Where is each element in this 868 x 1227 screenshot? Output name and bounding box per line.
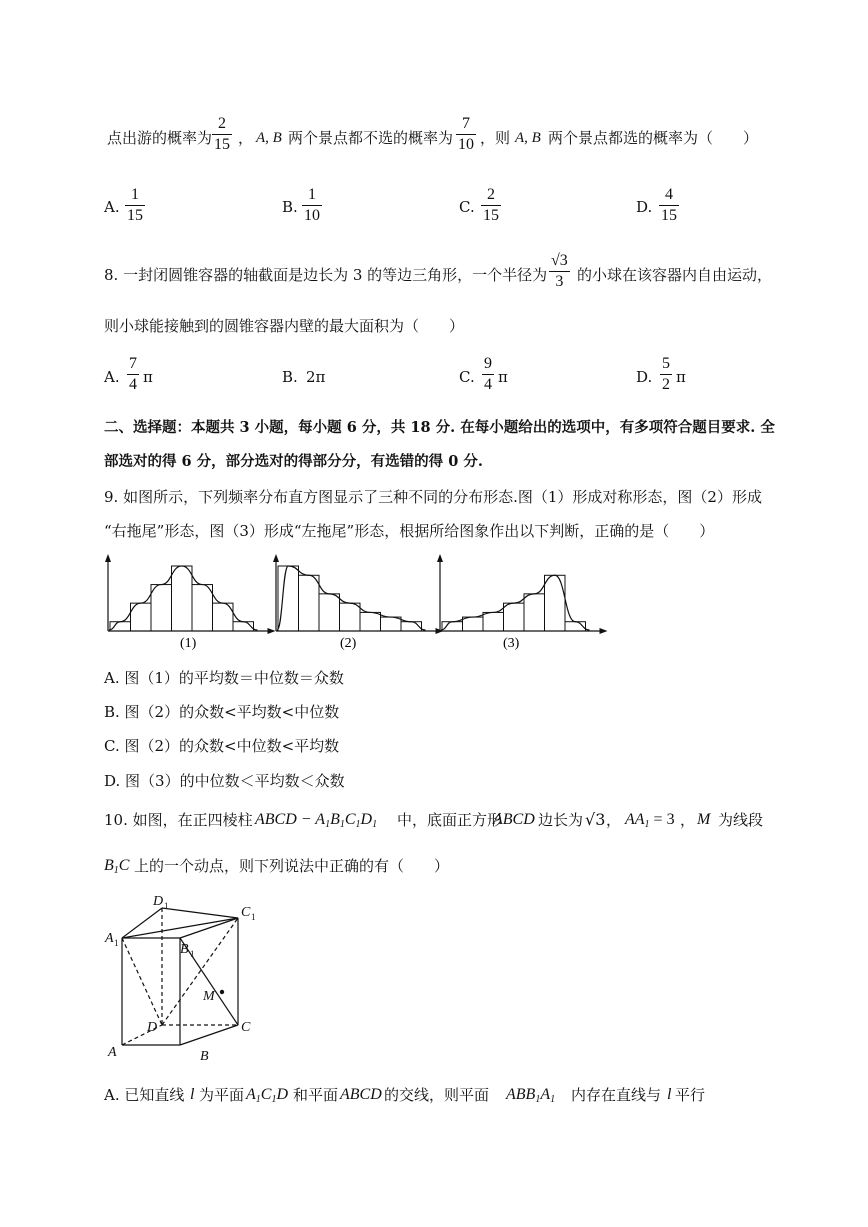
histogram-bar [360, 612, 381, 631]
q9-option-a[interactable]: A. 图（1）的平均数＝中位数＝众数 [104, 669, 344, 687]
histogram-bar [340, 603, 361, 631]
svg-text:1: 1 [164, 901, 169, 911]
histogram-bar [442, 622, 463, 631]
histogram-bar [172, 566, 193, 631]
q7-fraction-2: 7 10 [458, 115, 474, 153]
q8-option-b[interactable]: B. [282, 368, 298, 386]
q9-option-b[interactable]: B. 图（2）的众数<平均数<中位数 [104, 703, 340, 721]
q7-option-a[interactable]: A. [104, 198, 120, 216]
y-axis-arrow [273, 554, 279, 562]
svg-text:1: 1 [190, 949, 195, 959]
y-axis-arrow [437, 554, 443, 562]
histogram-1 [105, 554, 276, 634]
histogram-3 [437, 554, 608, 634]
histogram-bar [278, 566, 299, 631]
svg-text:1: 1 [251, 912, 256, 922]
q8-option-d[interactable]: D. [636, 368, 653, 386]
histogram-bar [504, 603, 525, 631]
histogram-2 [273, 554, 444, 634]
x-axis-arrow [268, 628, 276, 634]
q10-line-1: 10. 如图，在正四棱柱 [104, 811, 253, 829]
q10-option-a[interactable]: A. 已知直线 [104, 1086, 185, 1104]
q8-line-2: 则小球能接触到的圆锥容器内壁的最大面积为（ ） [104, 317, 465, 335]
q7-text-a: 点出游的概率为 [107, 129, 213, 147]
q9-option-d[interactable]: D. 图（3）的中位数＜平均数＜众数 [104, 772, 345, 790]
q8-option-c[interactable]: C. [459, 368, 475, 386]
histogram-bar [110, 622, 131, 631]
q9-line-1: 9. 如图所示，下列频率分布直方图显示了三种不同的分布形态.图（1）形成对称形态，图（2）形成 [104, 488, 762, 506]
svg-text:1: 1 [114, 938, 119, 948]
histogram-bar [299, 575, 320, 631]
histogram-bar [192, 585, 213, 631]
x-axis-arrow [600, 628, 608, 634]
svg-text:D: D [147, 1020, 158, 1035]
q8-option-a[interactable]: A. [104, 368, 120, 386]
histogram-1-label: (1) [180, 636, 197, 651]
q10-segment: $B_1C$ [104, 857, 130, 876]
q7-fraction-1: 2 15 [214, 115, 230, 153]
histogram-bar [151, 585, 172, 631]
q10-prism-figure [100, 890, 270, 1065]
y-axis-arrow [105, 554, 111, 562]
q8-radius-fraction: √3 3 [551, 252, 568, 290]
q9-option-c[interactable]: C. 图（2）的众数<中位数<平均数 [104, 737, 340, 755]
svg-text:A: A [108, 1045, 117, 1060]
svg-text:C: C [241, 905, 251, 920]
density-curve [109, 566, 258, 630]
histogram-bar [545, 575, 566, 631]
histogram-bar [463, 617, 484, 631]
q9-line-2: “右拖尾”形态，图（3）形成“左拖尾”形态，根据所给图象作出以下判断，正确的是（ ） [104, 522, 715, 540]
histogram-2-label: (2) [340, 636, 357, 651]
histogram-bar [524, 594, 545, 631]
q7-option-d[interactable]: D. [636, 198, 653, 216]
svg-text:B: B [200, 1049, 209, 1064]
svg-text:C: C [241, 1020, 251, 1035]
histogram-3-label: (3) [503, 636, 520, 651]
q7-option-b[interactable]: B. [282, 198, 298, 216]
svg-text:A: A [105, 931, 114, 946]
histogram-bar [319, 594, 340, 631]
svg-text:D: D [153, 894, 164, 909]
histogram-bar [483, 612, 504, 631]
svg-text:M: M [203, 989, 215, 1004]
q7-option-c[interactable]: C. [459, 198, 475, 216]
histogram-bar [381, 617, 402, 631]
q8-line-1: 8. 一封闭圆锥容器的轴截面是边长为 3 的等边三角形，一个半径为 [104, 266, 548, 284]
point-m [220, 990, 224, 994]
svg-text:B: B [180, 942, 189, 957]
